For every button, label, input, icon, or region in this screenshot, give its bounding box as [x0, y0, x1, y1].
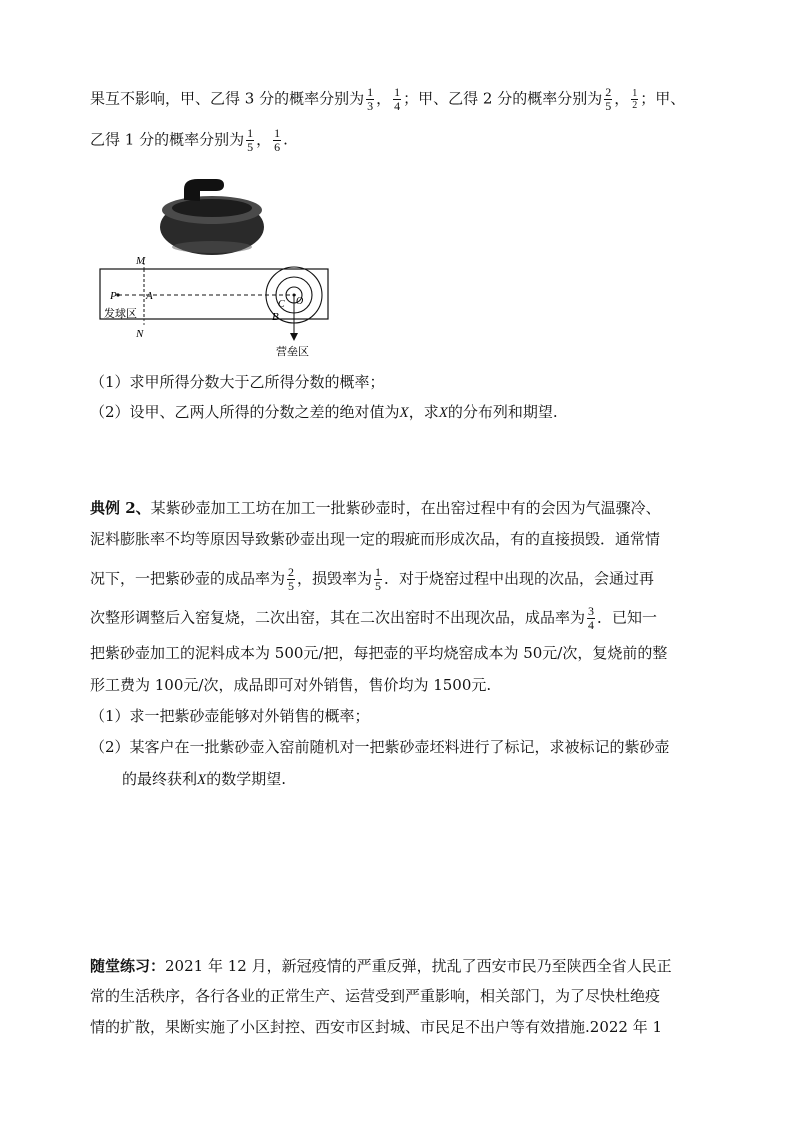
variable: X — [399, 405, 409, 421]
text: 的最终获利 — [122, 770, 198, 788]
label-N: N — [136, 328, 144, 340]
text: ．对于烧窑过程中出现的次品，会通过再 — [384, 569, 655, 588]
fraction — [631, 88, 638, 111]
numerator: 2 — [288, 565, 295, 579]
label-C: C — [278, 299, 285, 310]
numerator: 3 — [588, 604, 595, 618]
denominator: 5 — [605, 99, 612, 113]
practice-line-1 — [90, 955, 672, 977]
camp-area-label: 营垒区 — [276, 345, 309, 358]
text: 的分布列和期望. — [447, 403, 558, 421]
text: 况下，一把紫砂壶的成品率为 — [90, 569, 286, 588]
text: ；甲、乙得 2 分的概率分别为 — [403, 89, 603, 108]
comma: ， — [376, 89, 392, 108]
question-2 — [90, 401, 558, 424]
fraction — [604, 86, 612, 113]
label-A: A — [146, 290, 153, 302]
denominator: 3 — [367, 99, 374, 113]
numerator: 1 — [632, 88, 638, 99]
fraction — [366, 86, 374, 113]
question-1: （1）求甲所得分数大于乙所得分数的概率； — [90, 373, 385, 391]
text: （2）设甲、乙两人所得的分数之差的绝对值为 — [90, 403, 400, 421]
example2-line-2: 泥料膨胀率不均等原因导致紫砂壶出现一定的瑕疵而形成次品，有的直接损毁．通常情 — [90, 530, 661, 548]
fraction — [273, 127, 281, 154]
text: 果互不影响，甲、乙得 3 分的概率分别为 — [90, 89, 365, 108]
serve-area-label: 发球区 — [104, 307, 137, 320]
denominator: 4 — [588, 618, 595, 632]
fraction — [246, 127, 254, 154]
example2-question-2-cont — [122, 768, 286, 791]
example2-question-2: （2）某客户在一批紫砂壶入窑前随机对一把紫砂壶坯料进行了标记，求被标记的紫砂壶 — [90, 738, 670, 756]
fraction — [287, 566, 295, 593]
numerator: 1 — [375, 565, 382, 579]
text: 的数学期望. — [206, 770, 286, 788]
example2-line-6: 形工费为 100元/次，成品即可对外销售，售价均为 1500元. — [90, 676, 492, 694]
arrow-down-icon — [290, 333, 298, 341]
text: ．已知一 — [597, 608, 658, 627]
comma: ， — [256, 130, 272, 149]
practice-line-2: 常的生活秩序，各行各业的正常生产、运营受到严重影响，相关部门，为了尽快杜绝疫 — [90, 987, 661, 1005]
numerator: 1 — [394, 85, 401, 99]
denominator: 6 — [274, 140, 281, 154]
text: 次整形调整后入窑复烧，二次出窑，其在二次出窑时不出现次品，成品率为 — [90, 608, 586, 627]
fraction — [587, 605, 595, 632]
numerator: 1 — [247, 126, 254, 140]
numerator: 1 — [367, 85, 374, 99]
variable: X — [197, 772, 207, 788]
denominator: 5 — [288, 579, 295, 593]
curling-figure — [96, 165, 336, 360]
text: 2021 年 12 月，新冠疫情的严重反弹，扰乱了西安市民乃至陕西全省人民正 — [165, 957, 672, 975]
example2-line-3 — [90, 566, 654, 593]
variable: X — [438, 405, 448, 421]
comma: ， — [614, 89, 630, 108]
denominator: 5 — [375, 579, 382, 593]
numerator: 2 — [605, 85, 612, 99]
example2-line-4 — [90, 605, 657, 632]
label-B: B — [272, 311, 279, 323]
example2-line-1 — [90, 497, 661, 519]
text: 乙得 1 分的概率分别为 — [90, 130, 245, 149]
practice-label: 随堂练习： — [90, 957, 166, 975]
example2-question-1: （1）求一把紫砂壶能够对外销售的概率； — [90, 707, 370, 725]
paragraph-line-1 — [90, 86, 685, 113]
curling-diagram — [96, 165, 336, 360]
text: ；甲、 — [640, 89, 686, 108]
example-label: 典例 2、 — [90, 499, 151, 517]
denominator: 5 — [247, 140, 254, 154]
text: ，求 — [408, 403, 439, 421]
text: 某紫砂壶加工工坊在加工一批紫砂壶时，在出窑过程中有的会因为气温骤冷、 — [150, 499, 661, 517]
label-P: P — [110, 290, 117, 302]
example2-line-5: 把紫砂壶加工的泥料成本为 500元/把，每把壶的平均烧窑成本为 50元/次，复烧前的整 — [90, 644, 668, 662]
denominator: 4 — [394, 99, 401, 113]
fraction — [393, 86, 401, 113]
curling-stone-image — [160, 179, 264, 255]
paragraph-line-2 — [90, 127, 288, 154]
label-O: O — [296, 296, 304, 307]
practice-line-3: 情的扩散，果断实施了小区封控、西安市区封城、市民足不出户等有效措施.2022 年 1 — [90, 1018, 663, 1036]
label-M: M — [136, 255, 146, 267]
numerator: 1 — [274, 126, 281, 140]
text: ，损毁率为 — [297, 569, 373, 588]
denominator: 2 — [632, 100, 638, 111]
text: . — [283, 130, 288, 149]
fraction — [374, 566, 382, 593]
